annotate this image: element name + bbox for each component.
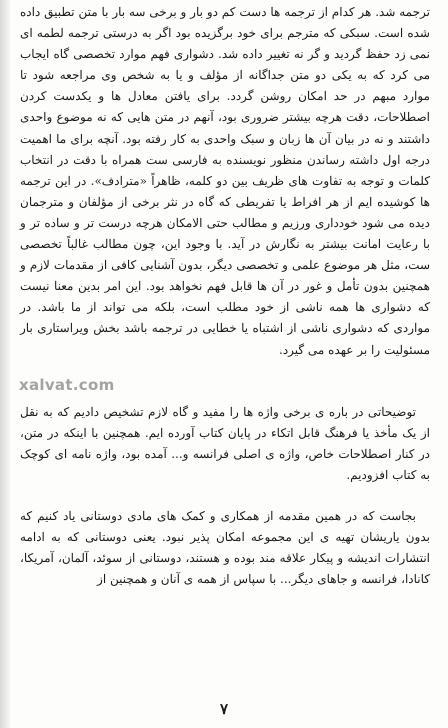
paragraph-translation-method: ترجمه شد. هر کدام از ترجمه ها دست کم دو بار و برخی سه بار با متن تطبیق داده شده است. سبکی که مترجم برای خود برگزیده بود اگر به درستی ترجمه لطمه ای نمی زد حفظ گردید و گر نه تغییر داده شد. دشواری فهم موارد تخصصی گاه ایجاب می کرد که به یکی دو متن جداگانه از مؤلف و یا به شخص وی مراجعه شود تا موارد مبهم در حد امکان روشن گردد. برای یافتن معادل ها و یکدست کردن اصطلاحات، دقت هرچه بیشتر ضروری بود، آنهم در متن هایی که نه موضوع واحدی داشتند و نه در بیان آن ها زبان و سبک واحدی به کار رفته بود. آنچه برای ما اهمیت درجه اول داشته رساندن منظور نویسنده به فارسی ست همراه با دقت در انتخاب کلمات و توجه به تفاوت های ظریف بین دو کلمه، ظاهراً «مترادف». در این ترجمه ها کوشیده ایم از هر افراط یا تفریطی که گاه در نثر برخی از مؤلفان و مترجمان دیده می شود خودداری ورزیم و مطالب حتی الامکان هرچه درست تر و ساده تر و با رعایت امانت بیشتر به نگارش در آید. با وجود این، چون مطالب غالباً تخصصی ست، مثل هر موضوع علمی و تخصصی دیگر، بدون آشنایی کافی از مقدمات لازم و همچنین بدون تأمل و غور در آن ها قابل فهم نخواهد بود. این امر بدین معنا نیست که دشواری ها همه ناشی از خود مطلب است، بلکه می تواند از ما باشد. در مواردی که دشواری ناشی از اشتباه یا خطایی در ترجمه باشد بخش ویراستاری بار مسئولیت را بر عهده می گیرد. — [20, 5, 431, 357]
page-number: ۷ — [219, 700, 229, 718]
paragraph-glossary-note: توضیحاتی در باره ی برخی واژه ها را مفید و گاه لازم تشخیص دادیم که به نقل از یک مأخذ یا فرهنگ قابل اتکاء در پایان کتاب آورده ایم. همچنین با اینکه در متن، در کنار اصطلاحات خاص، واژه ی اصلی فرانسه و... آمده بود، واژه نامه ای کوچک به کتاب افزودیم. — [20, 404, 430, 482]
watermark-text: xalvat.com — [19, 376, 115, 394]
paragraph-spacer — [20, 486, 430, 506]
body-text — [20, 2, 430, 590]
paragraph-acknowledgements: بجاست که در همین مقدمه از همکاری و کمک های مادی دوستانی یاد کنیم که بدون یاریشان تهیه ی این مجموعه امکان پذیر نبود. یعنی دوستانی که به ادامه انتشارات اندیشه و پیکار علاقه مند بوده و هستند، دوستانی از سوئد، آلمان، آمریکا، کانادا، فرانسه و جاهای دیگر... با سپاس از همه ی آنان و همچنین از — [20, 508, 430, 587]
scan-shadow-edge — [0, 0, 10, 728]
